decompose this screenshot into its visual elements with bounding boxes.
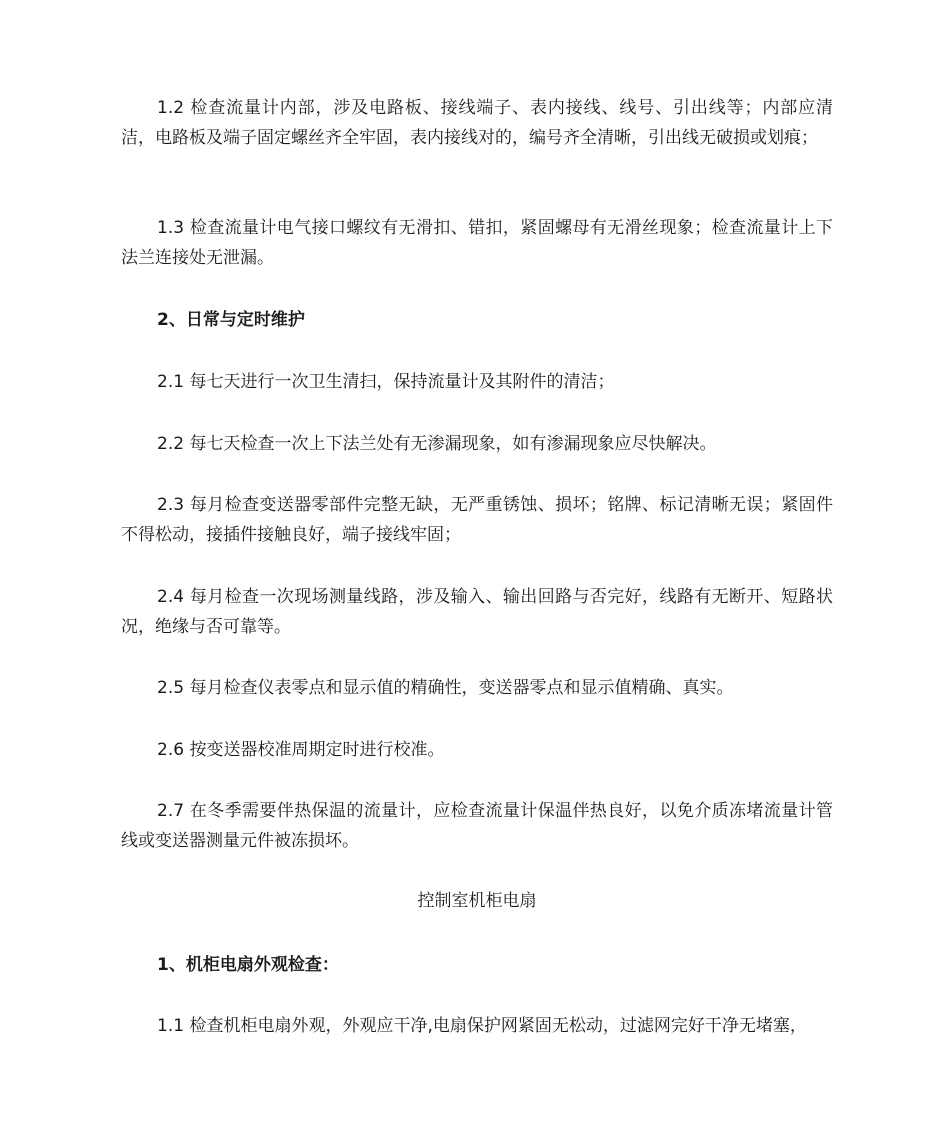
heading-daily-maintenance: 2、日常与定时维护 [157, 310, 305, 330]
paragraph-2-2: 2.2 每七天检查一次上下法兰处有无渗漏现象，如有渗漏现象应尽快解决。 [157, 434, 717, 454]
paragraph-2-3: 2.3 每月检查变送器零部件完整无缺，无严重锈蚀、损坏；铭牌、标记清晰无误；紧固件不得松动，接插件接触良好，端子接线牢固； [121, 495, 833, 545]
paragraph-2-4: 2.4 每月检查一次现场测量线路，涉及输入、输出回路与否完好，线路有无断开、短路状况，绝缘与否可靠等。 [121, 587, 833, 637]
paragraph-2-6: 2.6 按变送器校准周期定时进行校准。 [157, 740, 445, 760]
section-title: 控制室机柜电扇 [417, 891, 537, 911]
paragraph-1-2: 1.2 检查流量计内部，涉及电路板、接线端子、表内接线、线号、引出线等；内部应清洁，电路板及端子固定螺丝齐全牢固，表内接线对的，编号齐全清晰，引出线无破损或划痕； [121, 98, 833, 148]
paragraph-1-3: 1.3 检查流量计电气接口螺纹有无滑扣、错扣，紧固螺母有无滑丝现象；检查流量计上下法兰连接处无泄漏。 [121, 218, 833, 268]
paragraph-2-1: 2.1 每七天进行一次卫生清扫，保持流量计及其附件的清洁； [157, 372, 615, 392]
heading-fan-inspection: 1、机柜电扇外观检查： [157, 955, 339, 975]
paragraph-2-5: 2.5 每月检查仪表零点和显示值的精确性，变送器零点和显示值精确、真实。 [157, 678, 734, 698]
paragraph-2-7: 2.7 在冬季需要伴热保温的流量计，应检查流量计保温伴热良好，以免介质冻堵流量计管线或变送器测量元件被冻损坏。 [121, 801, 833, 851]
paragraph-fan-1-1: 1.1 检查机柜电扇外观，外观应干净,电扇保护网紧固无松动，过滤网完好干净无堵塞， [157, 1016, 807, 1036]
